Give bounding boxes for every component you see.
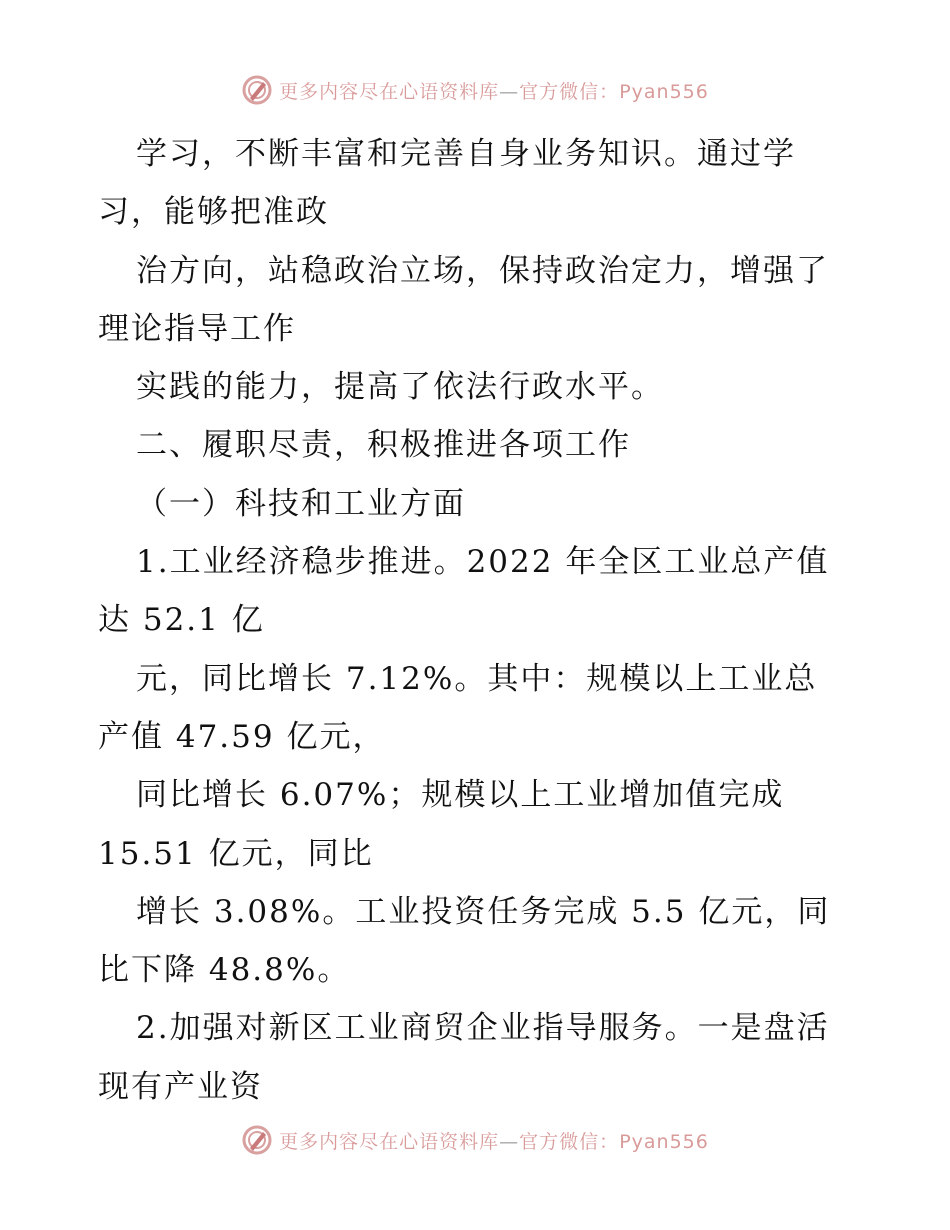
- watermark-wechat-label: 官方微信：: [519, 1130, 620, 1153]
- watermark-separator: —: [499, 1130, 520, 1153]
- document-body: [98, 125, 858, 1116]
- watermark-text: [279, 77, 709, 104]
- watermark-wechat-id: Pyan556: [619, 80, 709, 103]
- body-line: 1.工业经济稳步推进。2022 年全区工业总产值: [136, 544, 830, 581]
- body-line: 元，同比增长 7.12%。其中：规模以上工业总: [136, 660, 818, 697]
- body-line: 理论指导工作: [98, 310, 296, 347]
- pen-logo-icon: [241, 1124, 273, 1156]
- footer-watermark: [0, 1120, 950, 1160]
- body-line: 治方向，站稳政治立场，保持政治定力，增强了: [136, 252, 829, 289]
- watermark-brand: 更多内容尽在心语资料库: [279, 1130, 500, 1153]
- body-line: 增长 3.08%。工业投资任务完成 5.5 亿元，同: [136, 893, 831, 930]
- body-line: 比下降 48.8%。: [98, 952, 351, 989]
- body-line: 同比增长 6.07%；规模以上工业增加值完成: [136, 777, 785, 814]
- body-line: 学习，不断丰富和完善自身业务知识。通过学: [136, 136, 796, 172]
- body-line: 实践的能力，提高了依法行政水平。: [136, 369, 664, 406]
- watermark-brand: 更多内容尽在心语资料库: [279, 80, 500, 103]
- body-line: 产值 47.59 亿元，: [98, 718, 386, 755]
- watermark-wechat-id: Pyan556: [619, 1130, 709, 1153]
- body-line: 现有产业资: [98, 1068, 263, 1105]
- body-line: 习，能够把准政: [98, 194, 329, 231]
- body-line: 15.51 亿元，同比: [98, 835, 374, 872]
- pen-logo-icon: [241, 74, 273, 106]
- section-heading: 二、履职尽责，积极推进各项工作: [136, 427, 631, 464]
- watermark-wechat-label: 官方微信：: [519, 80, 620, 103]
- body-line: 达 52.1 亿: [98, 602, 265, 639]
- body-line: 2.加强对新区工业商贸企业指导服务。一是盘活: [136, 1010, 830, 1047]
- watermark-separator: —: [499, 80, 520, 103]
- header-watermark: [0, 70, 950, 110]
- watermark-text: [279, 1127, 709, 1154]
- subsection-heading: （一）科技和工业方面: [136, 485, 466, 522]
